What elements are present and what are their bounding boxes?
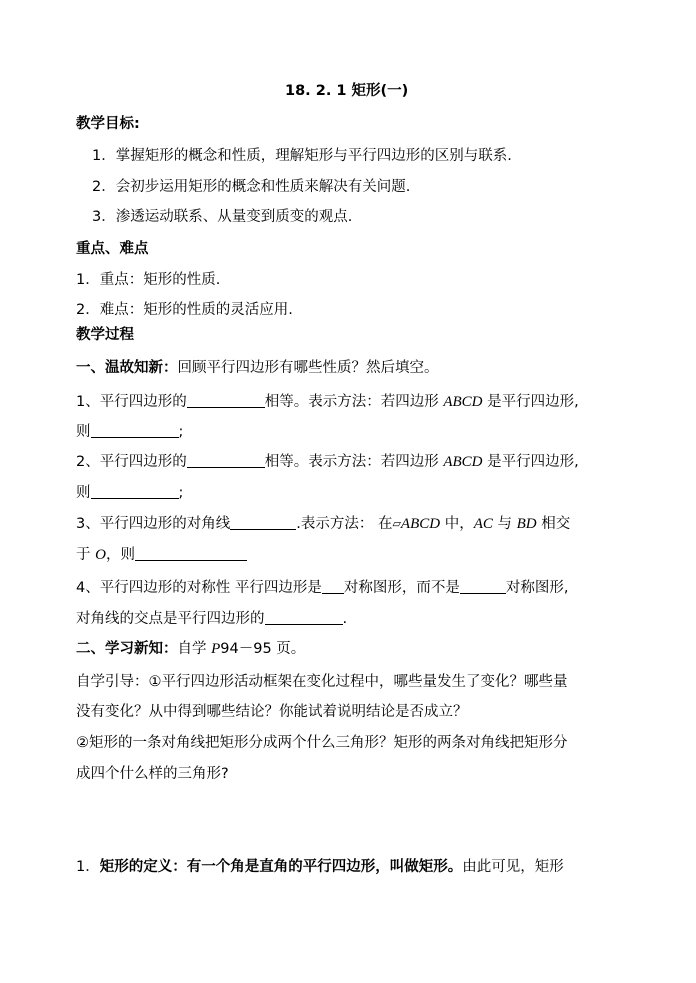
q1-text: 1、平行四边形的 (76, 394, 187, 410)
objective-item: 3．渗透运动联系、从量变到质变的观点. (92, 209, 353, 225)
q2-text: ; (178, 485, 184, 501)
fill-blank[interactable] (91, 483, 179, 499)
key-points-heading: 重点、难点 (76, 241, 149, 257)
q2-text: 则 (76, 485, 91, 501)
q3-bd: BD (516, 516, 537, 532)
question-2-line-1 (76, 452, 579, 472)
fill-blank[interactable] (135, 545, 247, 561)
review-text: 回顾平行四边形有哪些性质？然后填空。 (177, 360, 439, 376)
q1-abcd: ABCD (443, 394, 483, 410)
objective-item: 1．掌握矩形的概念和性质，理解矩形与平行四边形的区别与联系. (92, 148, 512, 164)
new-knowledge-text: 94－95 页。 (220, 641, 306, 657)
fill-blank[interactable] (91, 422, 179, 438)
fill-blank[interactable] (265, 609, 343, 625)
q3-o: O (95, 547, 106, 563)
guide-line: ②矩形的一条对角线把矩形分成两个什么三角形？矩形的两条对角线把矩形分 (76, 735, 568, 751)
q4-text: 对角线的交点是平行四边形的 (76, 611, 265, 627)
guide-line: 成四个什么样的三角形? (76, 766, 229, 782)
new-knowledge-text: 自学 (177, 641, 212, 657)
new-knowledge-heading: 二、学习新知： (76, 641, 178, 657)
fill-blank[interactable] (322, 578, 344, 594)
review-heading: 一、温故知新： (76, 360, 178, 376)
question-3-line-1 (76, 514, 570, 534)
guide-line: 自学引导：①平行四边形活动框架在变化过程中，哪些量发生了变化？哪些量 (76, 674, 568, 690)
q1-text: 相等。表示方法：若四边形 (264, 394, 444, 410)
q3-text: ，则 (105, 547, 135, 563)
process-heading: 教学过程 (76, 327, 134, 343)
guide-line: 没有变化？从中得到哪些结论？你能试着说明结论是否成立？ (76, 704, 468, 720)
definition-text: 由此可见，矩形 (462, 859, 564, 875)
q3-text: 相交 (536, 516, 571, 532)
q3-text: 与 (492, 516, 517, 532)
question-1-line-2 (76, 422, 183, 442)
definition-line (76, 857, 564, 877)
q3-text: 中， (440, 516, 474, 532)
q1-text: 是平行四边形, (482, 394, 579, 410)
review-line (76, 358, 439, 378)
q3-ac: AC (473, 516, 493, 532)
question-4-line-1 (76, 578, 568, 598)
question-3-line-2 (76, 545, 247, 565)
q2-text: 是平行四边形, (482, 454, 579, 470)
q4-text: 对称图形，而不是 (343, 580, 460, 596)
q1-text: 则 (76, 424, 91, 440)
page-ref: P (211, 641, 221, 657)
q4-text: . (342, 611, 348, 627)
q3-text: 于 (76, 547, 96, 563)
page-title: 18. 2. 1 矩形(一) (285, 83, 409, 99)
q2-text: 2、平行四边形的 (76, 454, 187, 470)
q3-text: 3、平行四边形的对角线 (76, 516, 231, 532)
q1-text: ; (178, 424, 184, 440)
q2-text: 相等。表示方法：若四边形 (264, 454, 444, 470)
key-point-item: 2．难点：矩形的性质的灵活应用. (76, 302, 293, 318)
definition-bold: 矩形的定义：有一个角是直角的平行四边形，叫做矩形。 (99, 859, 463, 875)
q3-abcd: ABCD (400, 516, 441, 532)
new-knowledge-line (76, 639, 305, 659)
definition-number: 1． (76, 859, 100, 875)
question-4-line-2 (76, 609, 347, 629)
q4-text: 4、平行四边形的对称性 平行四边形是 (76, 580, 322, 596)
question-2-line-2 (76, 483, 183, 503)
q3-text: .表示方法： 在 (296, 516, 393, 532)
fill-blank[interactable] (460, 578, 506, 594)
q4-text: 对称图形, (505, 580, 569, 596)
question-1-line-1 (76, 392, 579, 412)
key-point-item: 1．重点：矩形的性质. (76, 272, 221, 288)
fill-blank[interactable] (230, 514, 296, 530)
objective-item: 2．会初步运用矩形的概念和性质来解决有关问题. (92, 179, 411, 195)
fill-blank[interactable] (187, 392, 265, 408)
parallelogram-icon: ▱ (392, 517, 401, 530)
objectives-heading: 教学目标: (76, 116, 140, 132)
fill-blank[interactable] (187, 452, 265, 468)
q2-abcd: ABCD (443, 454, 483, 470)
